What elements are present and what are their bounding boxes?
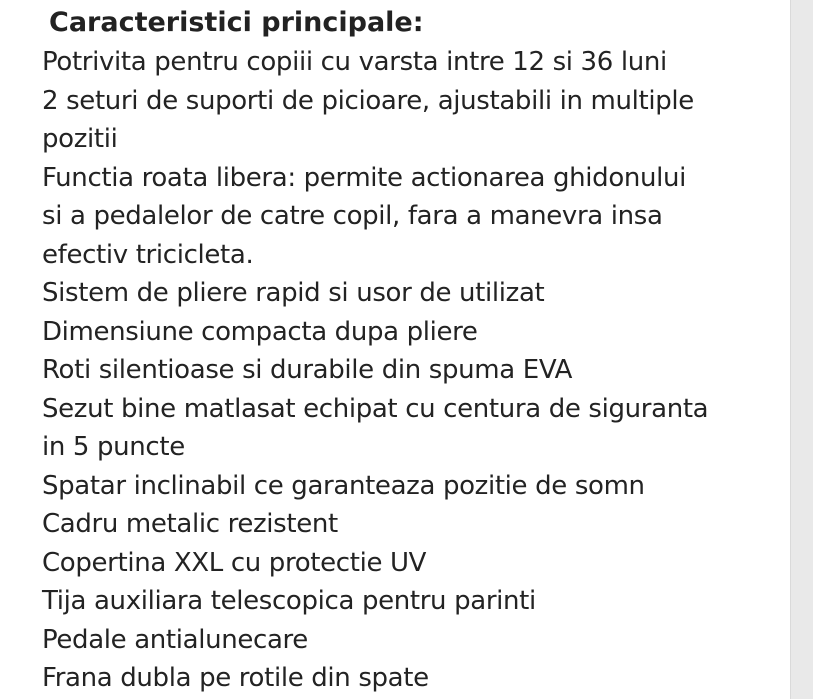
feature-line: Copertina XXL cu protectie UV — [42, 547, 427, 578]
feature-line: Sezut bine matlasat echipat cu centura de siguranta — [42, 393, 709, 424]
feature-list — [42, 43, 772, 698]
feature-line: Potrivita pentru copiii cu varsta intre 12 si 36 luni — [42, 47, 667, 77]
feature-line: efectiv tricicleta. — [42, 239, 254, 270]
feature-line: Frana dubla pe rotile din spate — [42, 663, 429, 693]
section-heading: Caracteristici principale: — [49, 7, 424, 38]
feature-line: pozitii — [42, 124, 118, 154]
feature-line: 2 seturi de suporti de picioare, ajustabili in multiple — [42, 85, 694, 116]
feature-line: Pedale antialunecare — [42, 624, 308, 655]
feature-line: Sistem de pliere rapid si usor de utilizat — [42, 278, 545, 308]
feature-line: Functia roata libera: permite actionarea ghidonului — [42, 162, 687, 193]
feature-line: si a pedalelor de catre copil, fara a manevra insa — [42, 201, 663, 231]
feature-line: Dimensiune compacta dupa pliere — [42, 316, 478, 347]
feature-line: Cadru metalic rezistent — [42, 509, 338, 539]
feature-line: in 5 puncte — [42, 432, 185, 462]
feature-line: Roti silentioase si durabile din spuma EVA — [42, 355, 573, 385]
feature-line: Spatar inclinabil ce garanteaza pozitie de somn — [42, 470, 645, 501]
page-edge-strip — [790, 0, 813, 699]
feature-line: Tija auxiliara telescopica pentru parinti — [42, 586, 536, 616]
